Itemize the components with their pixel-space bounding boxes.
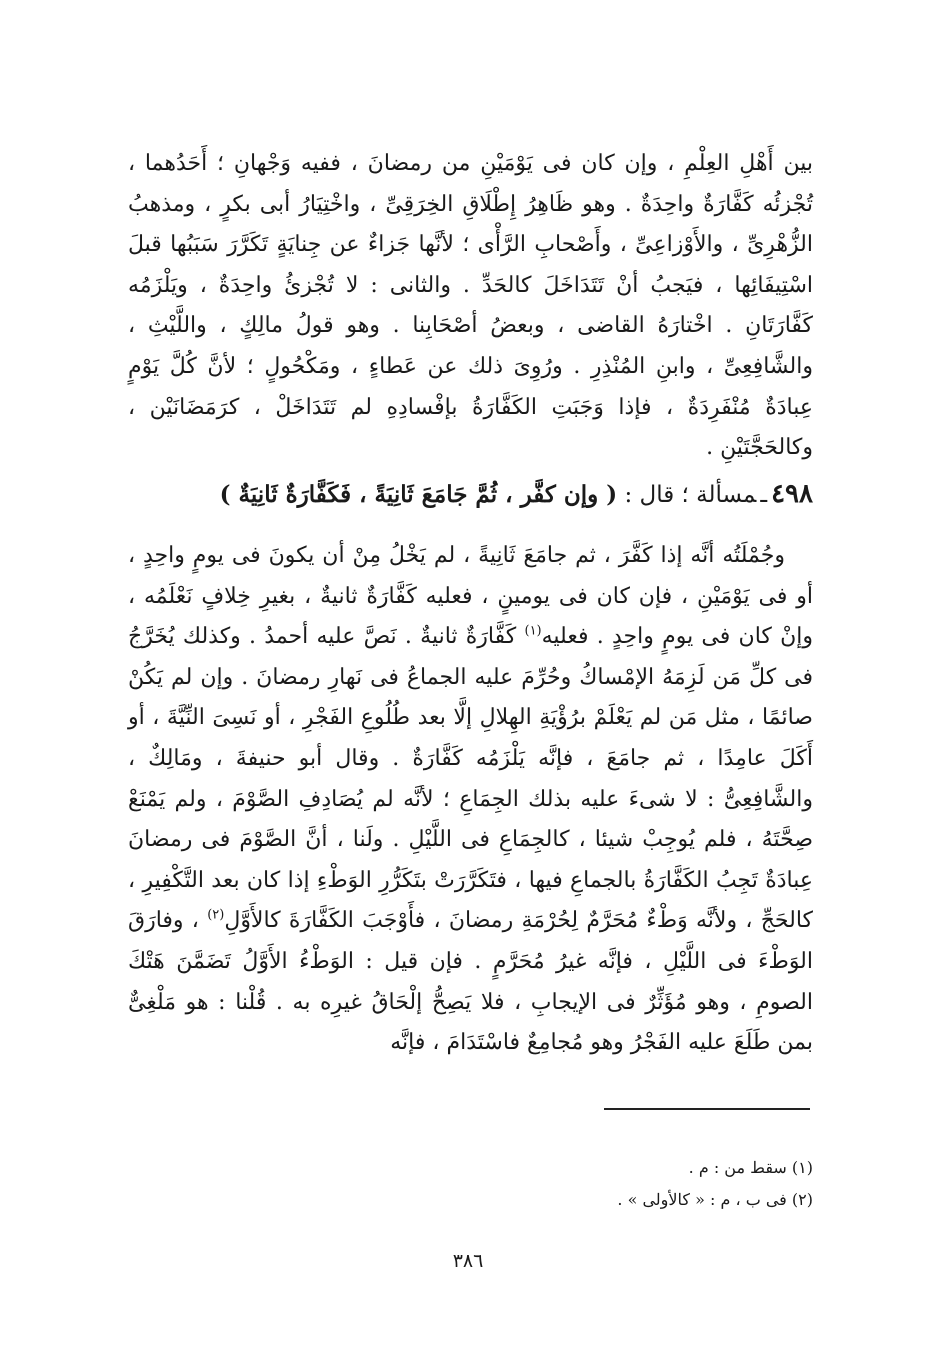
footnote-marker-1[interactable]: (١) xyxy=(524,623,542,639)
footnote-2: (٢) فى ب ، م : « كالأولى » . xyxy=(617,1190,813,1209)
issue-number: ٤٩٨ xyxy=(771,479,813,509)
page-number: ٣٨٦ xyxy=(452,1250,484,1272)
footnotes xyxy=(128,1152,813,1216)
paragraph-1-text: بين أَهْلِ العِلْمِ ، وإن كان فى يَوْمَيْنِ من رمضانَ ، ففيه وَجْهانِ ؛ أَحَدُهما ، تُجْزئُه كَفَّارَةٌ واحِدَةٌ . وهو ظَاهِرُ إِطْلَاقِ الخِرَقِىِّ ، واخْتِيَارُ أبى بكرٍ ، ومذهبُ الزُّهْرِىِّ ، والأَوْزاعِىِّ ، وأَصْحابِ الرَّأْى ؛ لأنَّها جَزاءٌ عن جِنايَةٍ تَكَرَّرَ سَبَبُها قبلَ اسْتِيفَائِها ، فيَجبُ أنْ تَتَدَاخَلَ كالحَدِّ . والثانى : لا تُجْزئُ واحِدَةٌ ، ويَلْزَمُه كَفَّارَتَانِ . اخْتارَهُ القاضى ، وبعضُ أصْحَابِنا . وهو قولُ مالِكٍ ، واللَّيْثِ ، والشَّافِعِىِّ ، وابنِ المُنْذِرِ . ورُوِىَ ذلك عن عَطاءٍ ، ومَكْحُولٍ ؛ لأنَّ كُلَّ يَوْمٍ عِبادَةٌ مُنْفَرِدَةٌ ، فإذا وَجَبَتِ الكَفَّارَةُ بإفْسادِهِ لم تَتَدَاخَلْ ، كرَمَضَانَيْن ، وكالحَجَّتَيْنِ . xyxy=(128,151,813,461)
paragraph-2-text-b: كَفَّارَةٌ ثانيةٌ . نَصَّ عليه أحمدُ . وكذلك يُخَرَّجُ فى كلِّ مَن لَزِمَهُ الإمْساكُ وحُرِّمَ عليه الجماعُ فى نَهارِ رمضانَ . وإن لم يَكُنْ صائمًا ، مثل مَن لم يَعْلَمْ برُؤْيَةِ الهِلالِ إلَّا بعد طُلُوعِ الفَجْرِ ، أو نَسِىَ النِّيَّةَ ، أو أَكَلَ عامِدًا ، ثم جامَعَ ، فإنَّه يَلْزَمُه كَفَّارَةٌ . وقال أبو حنيفةَ ، ومَالِكٌ ، والشَّافِعِىُّ : لا شىءَ عليه بذلك الجِمَاعِ ؛ لأنَّه لم يُصَادِفِ الصَّوْمَ ، ولم يَمْنَعْ صِحَّتَهُ ، فلم يُوجِبْ شيئا ، كالجِمَاعِ فى اللَّيْلِ . ولَنا ، أنَّ الصَّوْمَ فى رمضانَ عِبادَةٌ تَجِبُ الكَفَّارَةُ بالجماعِ فيها ، فتَكَرَّرَتْ بتَكَرُّرِ الوَطْءِ إذا كان بعد التَّكْفِيرِ ، كالحَجِّ ، ولأنَّه وَطْءٌ مُحَرَّمٌ لِحُرْمَةِ رمضانَ ، فأَوْجَبَ الكَفَّارَةَ كالأَوَّلِ xyxy=(128,624,813,934)
paragraph-2-text-a: وجُمْلَتُه أنَّه إذا كَفَّرَ ، ثم جامَعَ ثَانِيةً ، لم يَخْلُ مِنْ أن يكونَ فى يومٍ واحِدٍ ، أو فى يَوْمَيْنِ ، فإن كان فى يومينٍ ، فعليه كَفَّارَةٌ ثانيةٌ ، بغيرِ خِلافٍ نَعْلَمُه ، وإنْ كان فى يومٍ واحِدٍ . فعليه xyxy=(128,543,814,650)
footnote-marker-2[interactable]: (٢) xyxy=(207,908,225,924)
paragraph-continuation xyxy=(128,144,813,469)
footnote-1: (١) سقط من : م . xyxy=(688,1158,813,1177)
issue-dash: ـ xyxy=(760,482,768,508)
paragraph-2-text-c: ، وفارَقَ الوَطْءَ فى اللَّيْلِ ، فإنَّه غيرُ مُحَرَّمٍ . فإن قيل : الوَطْءُ الأَوَّلُ تَضَمَّنَ هَتْكَ الصومِ ، وهو مُؤَثِّرٌ فى الإيجابِ ، فلا يَصِحُّ إلْحَاقُ غيرِه به . قُلْنا : هو مَلْغِىٌّ بمن طَلَعَ عليه الفَجْرُ وهو مُجامِعٌ فاسْتَدَامَ ، فإنَّه xyxy=(128,908,813,1056)
issue-heading xyxy=(128,476,813,513)
footnote-divider xyxy=(604,1108,810,1110)
issue-quote: ( وإن كفَّر ، ثُمَّ جَامَعَ ثَانِيَةً ، فَكَفَّارَةٌ ثَانِيَةٌ ) xyxy=(219,481,618,508)
paragraph-commentary xyxy=(128,536,813,1064)
issue-label: مسألة ؛ قال : xyxy=(624,482,757,508)
